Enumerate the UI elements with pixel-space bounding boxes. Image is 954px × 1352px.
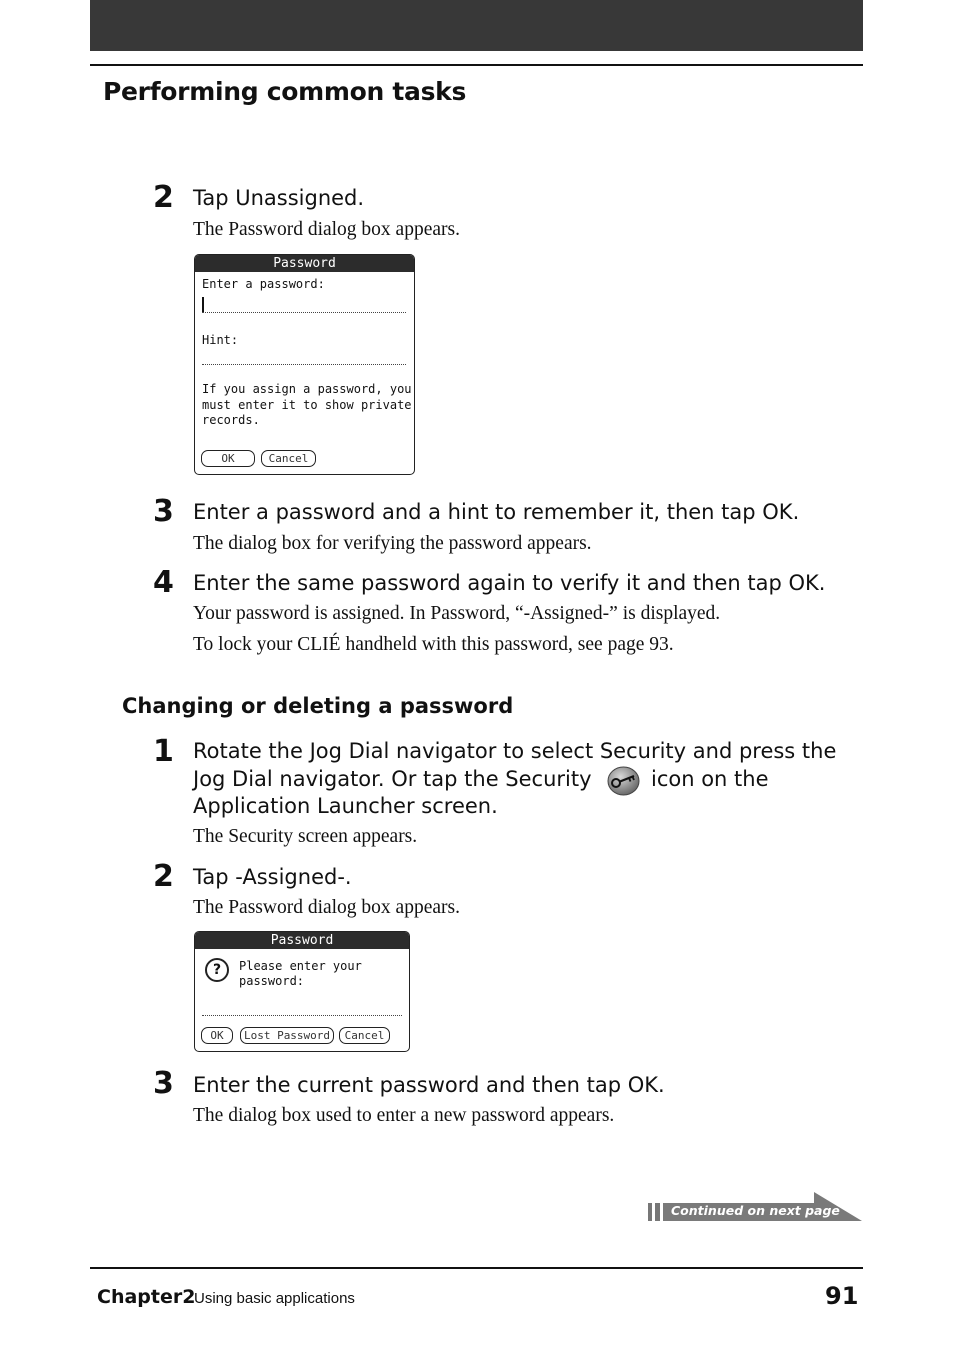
step-text: Enter the current password and then tap OK. <box>193 1073 665 1097</box>
dialog-note-line: records. <box>202 413 260 427</box>
step-result: The Security screen appears. <box>193 826 418 847</box>
dialog-title: Password <box>195 255 414 272</box>
enter-password-label: Enter a password: <box>202 277 325 291</box>
cancel-button[interactable]: Cancel <box>261 450 316 467</box>
step-text: Application Launcher screen. <box>193 794 498 818</box>
continued-label: Continued on next page <box>671 1203 840 1218</box>
dialog-message-line: password: <box>239 974 305 988</box>
step-result: Your password is assigned. In Password, “-Assigned-” is displayed. <box>193 603 721 624</box>
page-number: 91 <box>825 1282 859 1310</box>
step-number: 4 <box>153 565 174 600</box>
dialog-note-line: must enter it to show private <box>202 398 412 412</box>
password-dialog <box>194 254 415 475</box>
step-text: Jog Dial navigator. Or tap the Security <box>193 767 592 791</box>
cancel-button[interactable]: Cancel <box>339 1027 390 1044</box>
password-dialog <box>194 931 410 1052</box>
step-text: Enter a password and a hint to remember it, then tap OK. <box>193 500 800 524</box>
step-number: 2 <box>153 859 174 894</box>
step-result: The dialog box for verifying the password appears. <box>193 533 592 554</box>
hint-label: Hint: <box>202 333 239 347</box>
password-field[interactable] <box>202 1015 402 1016</box>
subheading: Changing or deleting a password <box>122 694 514 718</box>
step-text: Tap Unassigned. <box>193 186 365 210</box>
footer-rule <box>90 1267 863 1269</box>
step-text: icon on the <box>651 767 769 791</box>
step-result: The dialog box used to enter a new password appears. <box>193 1105 615 1126</box>
step-result: The Password dialog box appears. <box>193 219 460 240</box>
ok-button[interactable]: OK <box>201 450 255 467</box>
step-result: The Password dialog box appears. <box>193 897 460 918</box>
question-icon: ? <box>205 958 229 982</box>
text-cursor <box>202 297 204 312</box>
lost-password-button[interactable]: Lost Password <box>240 1027 334 1044</box>
step-number: 2 <box>153 180 174 215</box>
dialog-message-line: Please enter your <box>239 959 362 973</box>
step-number: 3 <box>153 494 174 529</box>
dialog-title: Password <box>195 932 409 949</box>
step-number: 3 <box>153 1066 174 1101</box>
footer-chapter: Chapter2 <box>97 1286 196 1308</box>
footer-chapter-title: Using basic applications <box>194 1290 355 1307</box>
step-text: Tap -Assigned-. <box>193 865 352 889</box>
dialog-note-line: If you assign a password, you <box>202 382 412 396</box>
header-bar <box>90 0 863 51</box>
header-rule <box>90 64 863 66</box>
ok-button[interactable]: OK <box>201 1027 233 1044</box>
step-result: To lock your CLIÉ handheld with this password, see page 93. <box>193 634 674 655</box>
password-field[interactable] <box>202 312 406 313</box>
key-icon <box>607 766 640 796</box>
step-number: 1 <box>153 734 174 769</box>
step-text: Enter the same password again to verify it and then tap OK. <box>193 571 826 595</box>
hint-field[interactable] <box>202 364 406 365</box>
section-title: Performing common tasks <box>103 77 467 106</box>
step-text: Rotate the Jog Dial navigator to select Security and press the <box>193 739 837 763</box>
